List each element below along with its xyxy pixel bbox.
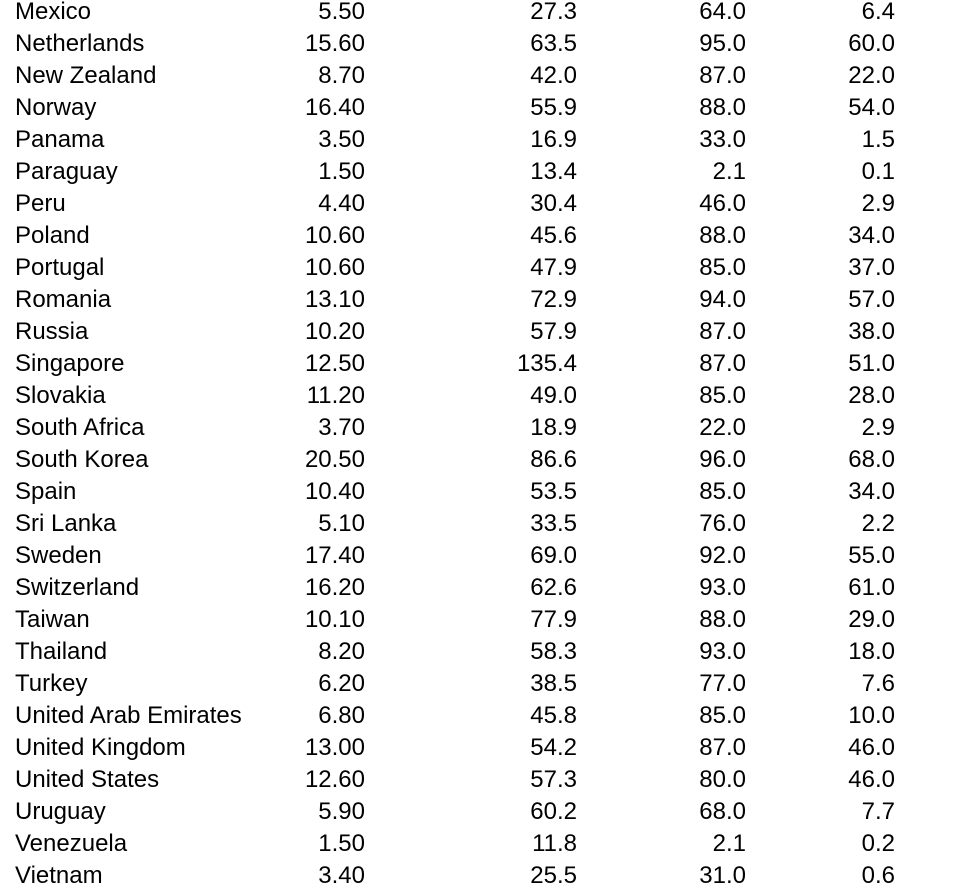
value-cell-col4: 38.0 — [848, 318, 895, 345]
value-cell-col2: 57.3 — [530, 766, 577, 793]
value-cell-col1: 3.50 — [318, 126, 365, 153]
table-row — [0, 380, 954, 412]
country-cell: Romania — [15, 286, 112, 313]
table-row — [0, 860, 954, 892]
table-row — [0, 348, 954, 380]
value-cell-col3: 93.0 — [699, 574, 746, 601]
country-cell: Slovakia — [15, 382, 106, 409]
value-cell-col2: 33.5 — [530, 510, 577, 537]
value-cell-col4: 46.0 — [848, 734, 895, 761]
value-cell-col2: 86.6 — [530, 446, 577, 473]
table-row — [0, 636, 954, 668]
table-row — [0, 604, 954, 636]
value-cell-col1: 1.50 — [318, 830, 365, 857]
value-cell-col1: 12.50 — [304, 350, 365, 377]
value-cell-col1: 10.40 — [304, 478, 365, 505]
value-cell-col2: 57.9 — [530, 318, 577, 345]
value-cell-col2: 38.5 — [530, 670, 577, 697]
value-cell-col2: 77.9 — [530, 606, 577, 633]
country-cell: Vietnam — [15, 862, 103, 889]
value-cell-col1: 20.50 — [304, 446, 365, 473]
table-row — [0, 668, 954, 700]
value-cell-col4: 10.0 — [848, 702, 895, 729]
value-cell-col3: 95.0 — [699, 30, 746, 57]
value-cell-col1: 13.00 — [304, 734, 365, 761]
value-cell-col4: 34.0 — [848, 222, 895, 249]
table-row — [0, 764, 954, 796]
table-row — [0, 572, 954, 604]
value-cell-col1: 15.60 — [304, 30, 365, 57]
country-cell: South Africa — [15, 414, 145, 441]
value-cell-col3: 76.0 — [699, 510, 746, 537]
value-cell-col2: 62.6 — [530, 574, 577, 601]
value-cell-col1: 6.80 — [318, 702, 365, 729]
value-cell-col3: 88.0 — [699, 94, 746, 121]
value-cell-col4: 68.0 — [848, 446, 895, 473]
value-cell-col1: 8.70 — [318, 62, 365, 89]
value-cell-col1: 10.60 — [304, 222, 365, 249]
value-cell-col3: 96.0 — [699, 446, 746, 473]
country-cell: United Arab Emirates — [15, 702, 242, 729]
value-cell-col3: 22.0 — [699, 414, 746, 441]
country-cell: Sri Lanka — [15, 510, 117, 537]
value-cell-col3: 88.0 — [699, 606, 746, 633]
country-cell: Taiwan — [15, 606, 90, 633]
value-cell-col4: 0.2 — [861, 830, 895, 857]
value-cell-col2: 58.3 — [530, 638, 577, 665]
value-cell-col4: 34.0 — [848, 478, 895, 505]
value-cell-col4: 57.0 — [848, 286, 895, 313]
value-cell-col3: 87.0 — [699, 734, 746, 761]
value-cell-col1: 10.20 — [304, 318, 365, 345]
table-row — [0, 220, 954, 252]
value-cell-col4: 2.2 — [861, 510, 895, 537]
value-cell-col1: 5.50 — [318, 0, 365, 25]
value-cell-col2: 54.2 — [530, 734, 577, 761]
value-cell-col1: 5.10 — [318, 510, 365, 537]
value-cell-col3: 88.0 — [699, 222, 746, 249]
country-cell: Venezuela — [15, 830, 128, 857]
country-cell: Paraguay — [15, 158, 118, 185]
table-row — [0, 284, 954, 316]
table-row — [0, 732, 954, 764]
value-cell-col1: 17.40 — [304, 542, 365, 569]
value-cell-col3: 85.0 — [699, 702, 746, 729]
country-cell: Portugal — [15, 254, 105, 281]
table-row — [0, 508, 954, 540]
value-cell-col3: 64.0 — [699, 0, 746, 25]
table-row — [0, 156, 954, 188]
country-cell: Spain — [15, 478, 77, 505]
value-cell-col4: 46.0 — [848, 766, 895, 793]
value-cell-col4: 29.0 — [848, 606, 895, 633]
value-cell-col4: 18.0 — [848, 638, 895, 665]
value-cell-col4: 7.7 — [861, 798, 895, 825]
value-cell-col2: 60.2 — [530, 798, 577, 825]
table-row — [0, 28, 954, 60]
country-cell: Panama — [15, 126, 105, 153]
value-cell-col2: 25.5 — [530, 862, 577, 889]
value-cell-col1: 16.20 — [304, 574, 365, 601]
value-cell-col2: 47.9 — [530, 254, 577, 281]
value-cell-col3: 46.0 — [699, 190, 746, 217]
table-row — [0, 252, 954, 284]
country-cell: Sweden — [15, 542, 102, 569]
country-cell: Switzerland — [15, 574, 140, 601]
value-cell-col4: 37.0 — [848, 254, 895, 281]
table-row — [0, 92, 954, 124]
country-cell: Singapore — [15, 350, 125, 377]
value-cell-col3: 87.0 — [699, 318, 746, 345]
value-cell-col1: 6.20 — [318, 670, 365, 697]
value-cell-col3: 87.0 — [699, 62, 746, 89]
value-cell-col3: 31.0 — [699, 862, 746, 889]
table-row — [0, 124, 954, 156]
country-cell: Uruguay — [15, 798, 106, 825]
value-cell-col1: 3.70 — [318, 414, 365, 441]
value-cell-col1: 11.20 — [306, 382, 365, 409]
value-cell-col4: 0.1 — [861, 158, 895, 185]
value-cell-col3: 68.0 — [699, 798, 746, 825]
value-cell-col4: 60.0 — [848, 30, 895, 57]
value-cell-col2: 53.5 — [530, 478, 577, 505]
value-cell-col4: 2.9 — [861, 190, 895, 217]
value-cell-col1: 4.40 — [318, 190, 365, 217]
value-cell-col1: 1.50 — [318, 158, 365, 185]
value-cell-col3: 87.0 — [699, 350, 746, 377]
value-cell-col2: 72.9 — [530, 286, 577, 313]
country-cell: United Kingdom — [15, 734, 186, 761]
table-row — [0, 476, 954, 508]
value-cell-col1: 3.40 — [318, 862, 365, 889]
value-cell-col2: 45.8 — [530, 702, 577, 729]
value-cell-col1: 13.10 — [304, 286, 365, 313]
value-cell-col3: 93.0 — [699, 638, 746, 665]
value-cell-col3: 2.1 — [712, 830, 746, 857]
value-cell-col4: 0.6 — [861, 862, 895, 889]
value-cell-col2: 45.6 — [530, 222, 577, 249]
value-cell-col1: 10.60 — [304, 254, 365, 281]
value-cell-col4: 28.0 — [848, 382, 895, 409]
country-cell: Poland — [15, 222, 90, 249]
country-cell: Mexico — [15, 0, 92, 25]
value-cell-col1: 8.20 — [318, 638, 365, 665]
value-cell-col2: 11.8 — [532, 830, 577, 857]
value-cell-col2: 13.4 — [530, 158, 577, 185]
value-cell-col3: 33.0 — [699, 126, 746, 153]
value-cell-col2: 63.5 — [530, 30, 577, 57]
value-cell-col2: 18.9 — [530, 414, 577, 441]
value-cell-col1: 12.60 — [304, 766, 365, 793]
value-cell-col3: 94.0 — [699, 286, 746, 313]
value-cell-col1: 16.40 — [304, 94, 365, 121]
table-row — [0, 828, 954, 860]
value-cell-col2: 16.9 — [530, 126, 577, 153]
table-row — [0, 796, 954, 828]
value-cell-col4: 6.4 — [861, 0, 895, 25]
value-cell-col4: 55.0 — [848, 542, 895, 569]
country-cell: Peru — [15, 190, 66, 217]
value-cell-col4: 54.0 — [848, 94, 895, 121]
country-cell: Norway — [15, 94, 97, 121]
country-cell: Russia — [15, 318, 89, 345]
value-cell-col2: 55.9 — [530, 94, 577, 121]
value-cell-col4: 22.0 — [848, 62, 895, 89]
value-cell-col2: 135.4 — [516, 350, 577, 377]
value-cell-col4: 7.6 — [861, 670, 895, 697]
table-row — [0, 444, 954, 476]
table-row — [0, 540, 954, 572]
country-cell: United States — [15, 766, 160, 793]
value-cell-col4: 1.5 — [861, 126, 895, 153]
value-cell-col3: 85.0 — [699, 478, 746, 505]
table-row — [0, 0, 954, 28]
value-cell-col2: 69.0 — [530, 542, 577, 569]
table-row — [0, 316, 954, 348]
country-cell: Turkey — [15, 670, 88, 697]
table-row — [0, 60, 954, 92]
value-cell-col4: 2.9 — [861, 414, 895, 441]
value-cell-col2: 27.3 — [530, 0, 577, 25]
value-cell-col3: 92.0 — [699, 542, 746, 569]
value-cell-col3: 2.1 — [712, 158, 746, 185]
value-cell-col3: 85.0 — [699, 382, 746, 409]
table-row — [0, 188, 954, 220]
country-cell: Netherlands — [15, 30, 145, 57]
value-cell-col1: 5.90 — [318, 798, 365, 825]
value-cell-col3: 85.0 — [699, 254, 746, 281]
value-cell-col4: 51.0 — [848, 350, 895, 377]
value-cell-col3: 80.0 — [699, 766, 746, 793]
country-cell: New Zealand — [15, 62, 157, 89]
value-cell-col1: 10.10 — [304, 606, 365, 633]
value-cell-col4: 61.0 — [848, 574, 895, 601]
table-row — [0, 700, 954, 732]
value-cell-col2: 30.4 — [530, 190, 577, 217]
country-cell: Thailand — [15, 638, 108, 665]
table-row — [0, 412, 954, 444]
country-cell: South Korea — [15, 446, 149, 473]
value-cell-col3: 77.0 — [699, 670, 746, 697]
value-cell-col2: 42.0 — [530, 62, 577, 89]
value-cell-col2: 49.0 — [530, 382, 577, 409]
